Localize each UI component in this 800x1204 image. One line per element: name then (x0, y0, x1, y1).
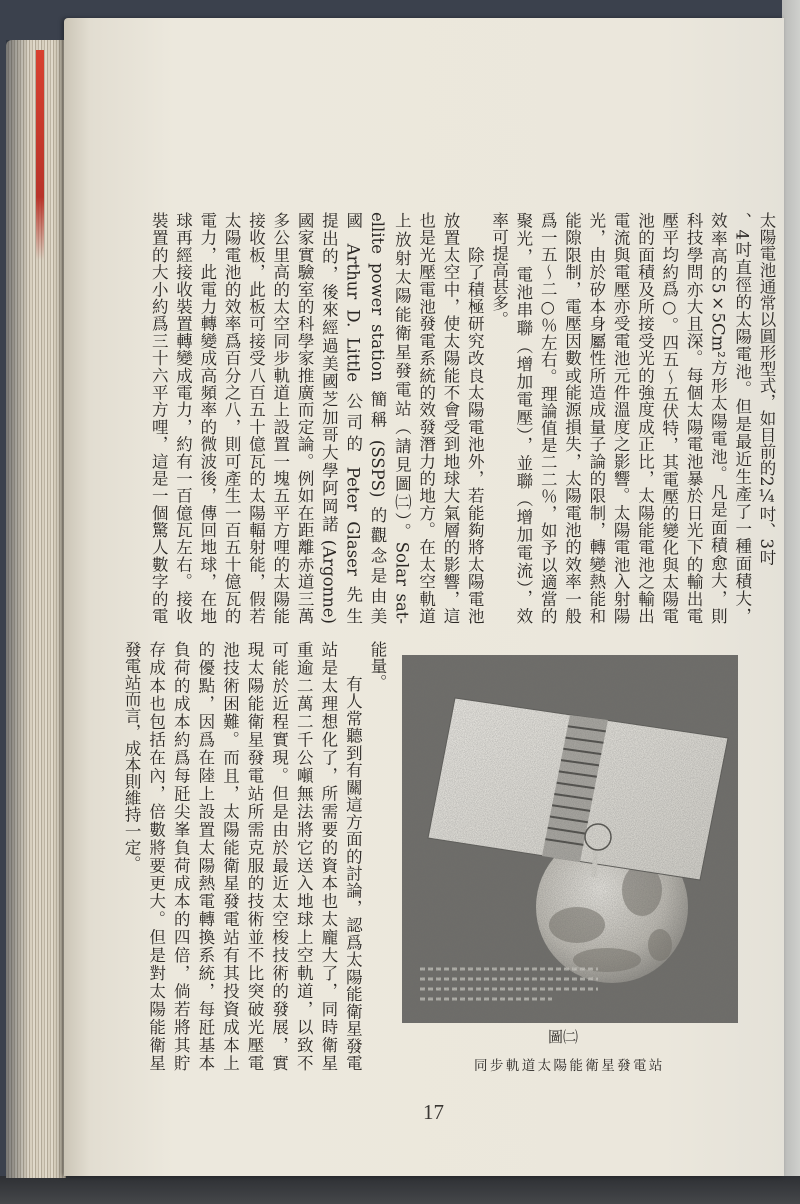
text-column: 也是光壓電池發電系統的效發潛力的地方。在太空軌道 (416, 212, 436, 624)
text-column: 池技術困難。而且，太陽能衛星發電站有其投資成本上 (220, 641, 240, 1071)
text-column: ellite power station 簡稱 (SSPS) 的觀念是由美 (368, 212, 387, 624)
background-wall (782, 0, 800, 1176)
text-column: 球再經接收裝置轉變成電力，約有一百億瓦左右。接收 (173, 212, 193, 624)
text-column: 除了積極研究改良太陽電池外，若能夠將太陽電池 (465, 212, 485, 624)
text-column: 電力，此電力轉變成高頻率的微波後，傳回地球，在地 (197, 212, 217, 624)
text-column: 爲一五～二○％左右。理論值是二二％，如予以適當的 (538, 212, 558, 624)
upper-text-block (145, 212, 778, 624)
text-column: 裝置的大小約爲三十六平方哩，這是一個驚人數字的電 (149, 212, 169, 624)
text-column: 負荷的成本約爲每瓩尖峯負荷成本的四倍，倘若將其貯 (171, 641, 191, 1071)
text-column: 接收板，此板可接受八百五十億瓦的太陽輻射能，假若 (246, 212, 266, 624)
text-column: 太陽電池的效率爲百分之八，則可產生一百五十億瓦的 (222, 212, 242, 624)
text-column: 電流與電壓亦受電池元件溫度之影響。太陽電池入射陽 (611, 212, 631, 624)
text-column: 站是太理想化了，所需要的資本也太龐大了，同時衛星 (318, 641, 338, 1071)
text-column: 池的面積及所接受光的強度成正比，太陽能電池之輸出 (635, 212, 655, 624)
text-column: 發電站而言，成本則維持一定。 (122, 641, 142, 872)
text-column: 存成本也包括在內，倍數將要更大。但是對太陽能衛星 (146, 641, 166, 1071)
text-column: 光，由於矽本身屬性所造成量子論的限制，轉變熱能和 (586, 212, 606, 624)
book-page-edges (6, 40, 66, 1178)
figure-caption-title: 同步軌道太陽能衛星發電站 (474, 1058, 665, 1074)
text-column: 能量。 (368, 641, 387, 691)
text-column: 能隙限制，電壓因數或能源損失，太陽電池的效率一般 (562, 212, 582, 624)
text-column: 太陽電池通常以圓形型式，如目前的2¼吋、3吋 (757, 212, 776, 566)
figure-caption-label: 圖㈡ (548, 1028, 579, 1046)
text-column: 聚光，電池串聯（增加電壓），並聯（增加電流），效 (513, 212, 533, 624)
text-column: 壓平均約爲○。四五～五伏特，其電壓的變化與太陽電 (659, 212, 679, 624)
figure-satellite-image (402, 655, 738, 1023)
text-column: 提出的，後來經過美國芝加哥大學阿岡諾 (Argonne) (319, 212, 339, 624)
text-column: 效率高的5×5Cm²方形太陽電池。凡是面積愈大，則 (708, 212, 728, 624)
text-column: 有人常聽到有關這方面的討論，認爲太陽能衛星發電 (343, 641, 363, 1071)
text-column: 國 Arthur D. Little 公司的 Peter Glaser 先生 (343, 212, 363, 624)
text-column: 多公里高的太空同步軌道上設置一塊五平方哩的太陽能 (270, 212, 290, 624)
page-number: 17 (423, 1100, 444, 1124)
text-column: 重逾二萬二千公噸無法將它送入地球上空軌道，以致不 (294, 641, 314, 1071)
text-column: 現太陽能衛星發電站所需克服的技術並不比突破光壓電 (245, 641, 265, 1071)
text-column: 上放射太陽能衛星發電站（請見圖㈡）。Solar sat- (392, 212, 412, 624)
text-column: 率可提高甚多。 (489, 212, 509, 328)
text-column: 的優點，因爲在陸上設置太陽熱電轉換系統，每瓩基本 (195, 641, 215, 1071)
text-column: 國家實驗室的科學家推廣而定論。例如在距離赤道三萬 (295, 212, 315, 624)
text-column: 可能於近程實現。但是由於最近太空梭技術的發展，實 (269, 641, 289, 1071)
bookmark-ribbon (36, 50, 44, 260)
text-column: 科技學問亦大且深。每個太陽電池暴於日光下的輸出電 (684, 212, 704, 624)
background-table (0, 1176, 800, 1204)
text-column: 、4吋直徑的太陽電池。但是最近生產了一種面積大， (732, 212, 752, 624)
lower-text-block (118, 641, 389, 1071)
text-column: 放置太空中，使太陽能不會受到地球大氣層的影響，這 (440, 212, 460, 624)
